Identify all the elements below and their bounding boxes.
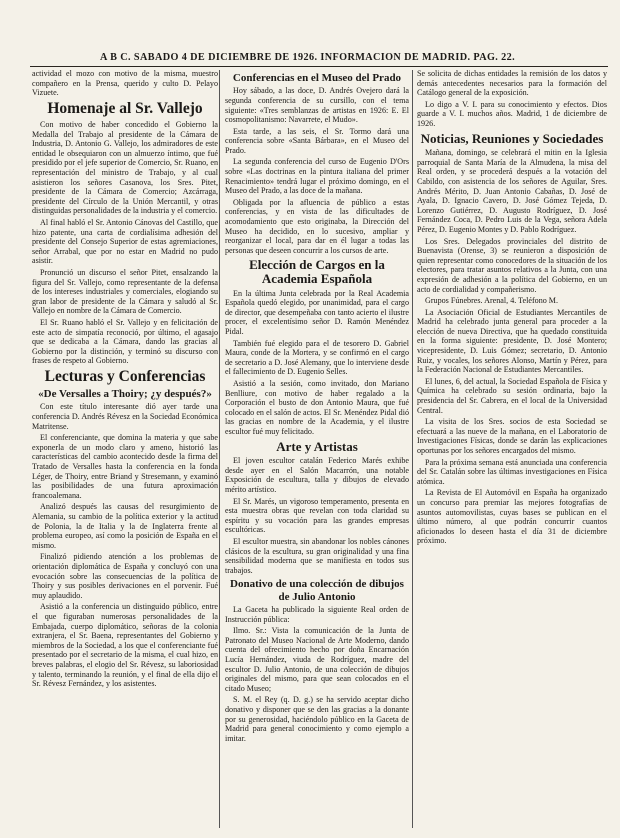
paragraph: Analizó después las causas del resurgimiento de Alemania, su cambio de la política exterior y la actitud de Polonia, la de Italia y la de Inglaterra frente al problema europeo, así como la posición de España en el mismo. — [32, 502, 218, 550]
paragraph: Obligada por la afluencia de público a estas conferencias, y en vista de las dificultades de acomodamiento que esto originaba, la Dirección del Museo ha decidido, en lo sucesivo, ampliar y reorganizar el local, para dar en él lugar a todas las personas que deseen concurrir a los cursos de arte. — [225, 197, 409, 255]
paragraph: Finalizó pidiendo atención a los problemas de orientación diplomática de España y concluyó con una evocación sobre las consecuencias de la política de Thoiry y sus posibles derivaciones en el porvenir. Fué muy aplaudido. — [32, 552, 218, 600]
paragraph: El conferenciante, que domina la materia y que sabe exponerla de un modo claro y ameno, historió las características del cambio acontecido desde la firma del Tratado de Versalles hasta la conferencia en la fonda Léger, de Thoiry, entre Briand y Stresemann, y examinó las posibilidades de una futura aproximación francoalemana. — [32, 433, 218, 500]
masthead-rule — [30, 66, 608, 67]
headline-noticias: Noticias, Reuniones y Sociedades — [420, 130, 604, 146]
headline-donativo: Donativo de una colección de dibujos de Julio Antonio — [230, 578, 404, 603]
paragraph: En la última Junta celebrada por la Real Academia Española quedó elegido, por unanimidad, para el cargo de director, que desempeñaba con tanto acierto el ilustre procer, el excelentísimo señor D. Ramón Menéndez Pidal. — [225, 288, 409, 337]
paragraph: Con este título interesante dió ayer tarde una conferencia D. Andrés Révesz en la Sociedad Económica Matritense. — [32, 402, 218, 431]
paragraph: El Sr. Marés, un vigoroso temperamento, presenta en esta muestra obras que revelan con toda claridad su espíritu y su vocación para las grandes empresas escultóricas. — [225, 496, 409, 535]
paragraph: La Asociación Oficial de Estudiantes Mercantiles de Madrid ha celebrado junta general para proceder a la elección de nueva Directiva, que ha quedado constituida en la forma siguiente: presidente, D. José Montero; vicepresidente, D. Luis Gómez; secretario, D. Antonio Ruiz, y vocales, los señores Alonso, Martín y Pérez, para la Federación Nacional de Estudiantes Mercantiles. — [417, 307, 607, 375]
paragraph: La visita de los Sres. socios de esta Sociedad se efectuará a las nueve de la mañana, en el Laboratorio de Investigaciones Físicas, donde se darán las explicaciones oportunas por los señores encargados del mismo. — [417, 417, 607, 456]
paragraph: Pronunció un discurso el señor Pitet, ensalzando la figura del Sr. Vallejo, como representante de la defensa de los intereses industriales y comerciales, elogiando su gran labor de presidente de la Cámara y saludó al Sr. Vallejo en nombre de la Cámara de Comercio. — [32, 267, 218, 316]
paragraph: Asistió a la sesión, como invitado, don Mariano Benlliure, con motivo de haber regalado a la Corporación el busto de don Antonio Maura, que fué colocado en el salón de actos. El Sr. Menéndez Pidal dió las gracias en nombre de la Academia, y el ilustre escultor fué muy felicitado. — [225, 379, 409, 436]
paragraph: Lo digo a V. I. para su conocimiento y efectos. Dios guarde a V. I. muchos años. Madrid, 1 de diciembre de 1926. — [417, 99, 607, 128]
paragraph: actividad el mozo con motivo de la misma, muestro compañero en la Prensa, querido y culto D. Pelayo Vizuete. — [32, 69, 218, 98]
paragraph: Se solicita de dichas entidades la remisión de los datos y demás antecedentes necesarios para la formación del Catálogo general de la exposición. — [417, 69, 607, 98]
paragraph: Con motivo de haber concedido el Gobierno la Medalla del Trabajo al presidente de la Cámara de Industria, D. Antonio G. Vallejo, los admiradores de este entidad le obsequiaron con un almuerzo íntimo, que fué presidido por el jefe superior de Comercio, Sr. Ruano, en representación del ministro de Trabajo, y al cual asistieron los señores Casanova, los Sres. Pitet, presidente de la Cámara de Comercio; Azcárraga, presidente del Círculo de la Unión Mercantil, y otras distinguidas personalidades de la industria y el comercio. — [32, 120, 218, 216]
paragraph: Al final habló el Sr. Antonio Cánovas del Castillo, que hizo patente, una carta de cordialísima adhesión del presidente del Consejo Superior de estas agremiaciones, señor Arrabal, que por no estar en Madrid no pudo asistir. — [32, 217, 218, 266]
headline-academia: Elección de Cargos en la Academia Española — [249, 257, 385, 287]
paragraph: Esta tarde, a las seis, el Sr. Tormo dará una conferencia sobre «Santa Bárbara», en el Museo del Prado. — [225, 126, 409, 155]
paragraph: El joven escultor catalán Federico Marés exhibe desde ayer en el Salón Macarrón, una notable Exposición de escultura, talla y dibujos de elevado mérito artístico. — [225, 456, 409, 495]
paragraph: El lunes, 6, del actual, la Sociedad Española de Física y Química ha celebrado su sesión ordinaria, bajo la presidencia del Sr. Cabrera, en el local de la Universidad Central. — [417, 376, 607, 415]
column-1 — [32, 69, 218, 829]
headline-arte: Arte y Artistas — [276, 438, 358, 454]
column-3 — [417, 69, 607, 829]
paragraph: Los Sres. Delegados provinciales del distrito de Buenavista (Orense, 3) se reunieron a disposición de quien representar como conocedores de la situación de los electores, para tratar asuntos relativos a la Junta, con una expresión de adhesión a la política del Gobierno, en un acto de cordialidad y compañerismo. — [417, 236, 607, 294]
paragraph: La segunda conferencia del curso de Eugenio D'Ors sobre «Las doctrinas en la pintura italiana del primer Renacimiento» tendrá lugar el próximo domingo, en el Museo del Prado, a las doce de la mañana. — [225, 157, 409, 196]
headline-lecturas: Lecturas y Conferencias — [44, 367, 206, 385]
paragraph: El Sr. Ruano habló el Sr. Vallejo y en felicitación de este acto de simpatía reconoció, por último, el agasajo que se dedicaba a la Cámara, dando las gracias al Gobierno por la distinción, y terminó su discurso con frases de respeto al Gobierno. — [32, 317, 218, 366]
paragraph: Asistió a la conferencia un distinguido público, entre el que figuraban numerosas personalidades de la Embajada, cuerpo diplomático, señoras de la colonia extranjera, el Sr. Baena, representantes del Gobierno y miembros de la Sociedad, a los que el conferenciante fué presentado por el secretario de la misma, el cual hizo, en breves palabras, el elogio del Sr. Révesz, su laboriosidad y talento, terminando la reunión, y el final de ella dijo el Sr. Révesz Fernández, y los asistentes. — [32, 602, 218, 689]
paragraph: Grupos Fúnebres. Arenal, 4. Teléfono M. — [425, 296, 559, 306]
paragraph: Para la próxima semana está anunciada una conferencia del Sr. Catalán sobre las últimas investigaciones en Física atómica. — [417, 457, 607, 486]
paragraph: S. M. el Rey (q. D. g.) se ha servido aceptar dicho donativo y disponer que se den las gracias a la donante por su generosidad, haciéndolo público en la Gaceta de Madrid para general conocimiento y como ejemplo a imitar. — [225, 695, 409, 743]
paragraph: También fué elegido para el de tesorero D. Gabriel Maura, conde de la Mortera, y se confirmó en el cargo de secretario a D. José Alemany, que lo interviene desde el fallecimiento de D. Eugenio Selles. — [225, 338, 409, 377]
paragraph: La Gaceta ha publicado la siguiente Real orden de Instrucción pública: — [225, 604, 409, 624]
column-2 — [225, 69, 409, 829]
subheadline-versalles: «De Versalles a Thoiry; ¿y después?» — [38, 388, 212, 401]
column-divider — [219, 70, 220, 828]
paragraph: Hoy sábado, a las doce, D. Andrés Ovejero dará la segunda conferencia de su cursillo, con el tema siguiente: «Tres semblanzas de artistas en 1926: E. El cosmopolitanismo: Navarrete, el Mudo». — [225, 86, 409, 125]
paragraph: La Revista de El Automóvil en España ha organizado un concurso para premiar las mejores fotografías de asuntos automovilistas, cuyas bases se publican en el último número, al que podrán concurrir cuantos aficionados lo deseen hasta el día 31 de diciembre próximo. — [417, 488, 607, 546]
headline-homenaje: Homenaje al Sr. Vallejo — [47, 99, 203, 117]
paragraph: El escultor muestra, sin abandonar los nobles cánones clásicos de la escultura, su gran originalidad y una fina sensibilidad moderna que se manifiesta en todos sus trabajos. — [225, 536, 409, 575]
headline-museo-prado: Conferencias en el Museo del Prado — [232, 72, 402, 84]
column-divider — [412, 70, 413, 828]
masthead: A B C. SABADO 4 DE DICIEMBRE DE 1926. INFORMACION DE MADRID. PAG. 22. — [100, 52, 516, 63]
paragraph: Mañana, domingo, se celebrará el mitin en la Iglesia parroquial de Santa María de la Almudena, la misa del Real orden, y se procederá después a la votación del Cabildo, con asistencia de los señores de Aguilar, Sres. Andrés Mérito, D. Juan Antonio Cabañas, D. José de Ayala, D. Ignacio Cavero, D. José Gómez Tejeda, D. Lorenzo Gutiérrez, D. Augusto Rodríguez, D. José Fernández Coca, D. Pedro Luis de la Vega, señora Adela Pérez, D. Eugenio Montes y D. Pablo Rodríguez. — [417, 148, 607, 234]
paragraph: Ilmo. Sr.: Vista la comunicación de la Junta de Patronato del Museo Nacional de Arte Moderno, dando cuenta del ofrecimiento hecho por doña Encarnación Lucía Hernández, viuda de Rodríguez, madre del escultor D. Julio Antonio, de una colección de dibujos originales del mismo, para que sean colocados en el citado Museo; — [225, 626, 409, 693]
